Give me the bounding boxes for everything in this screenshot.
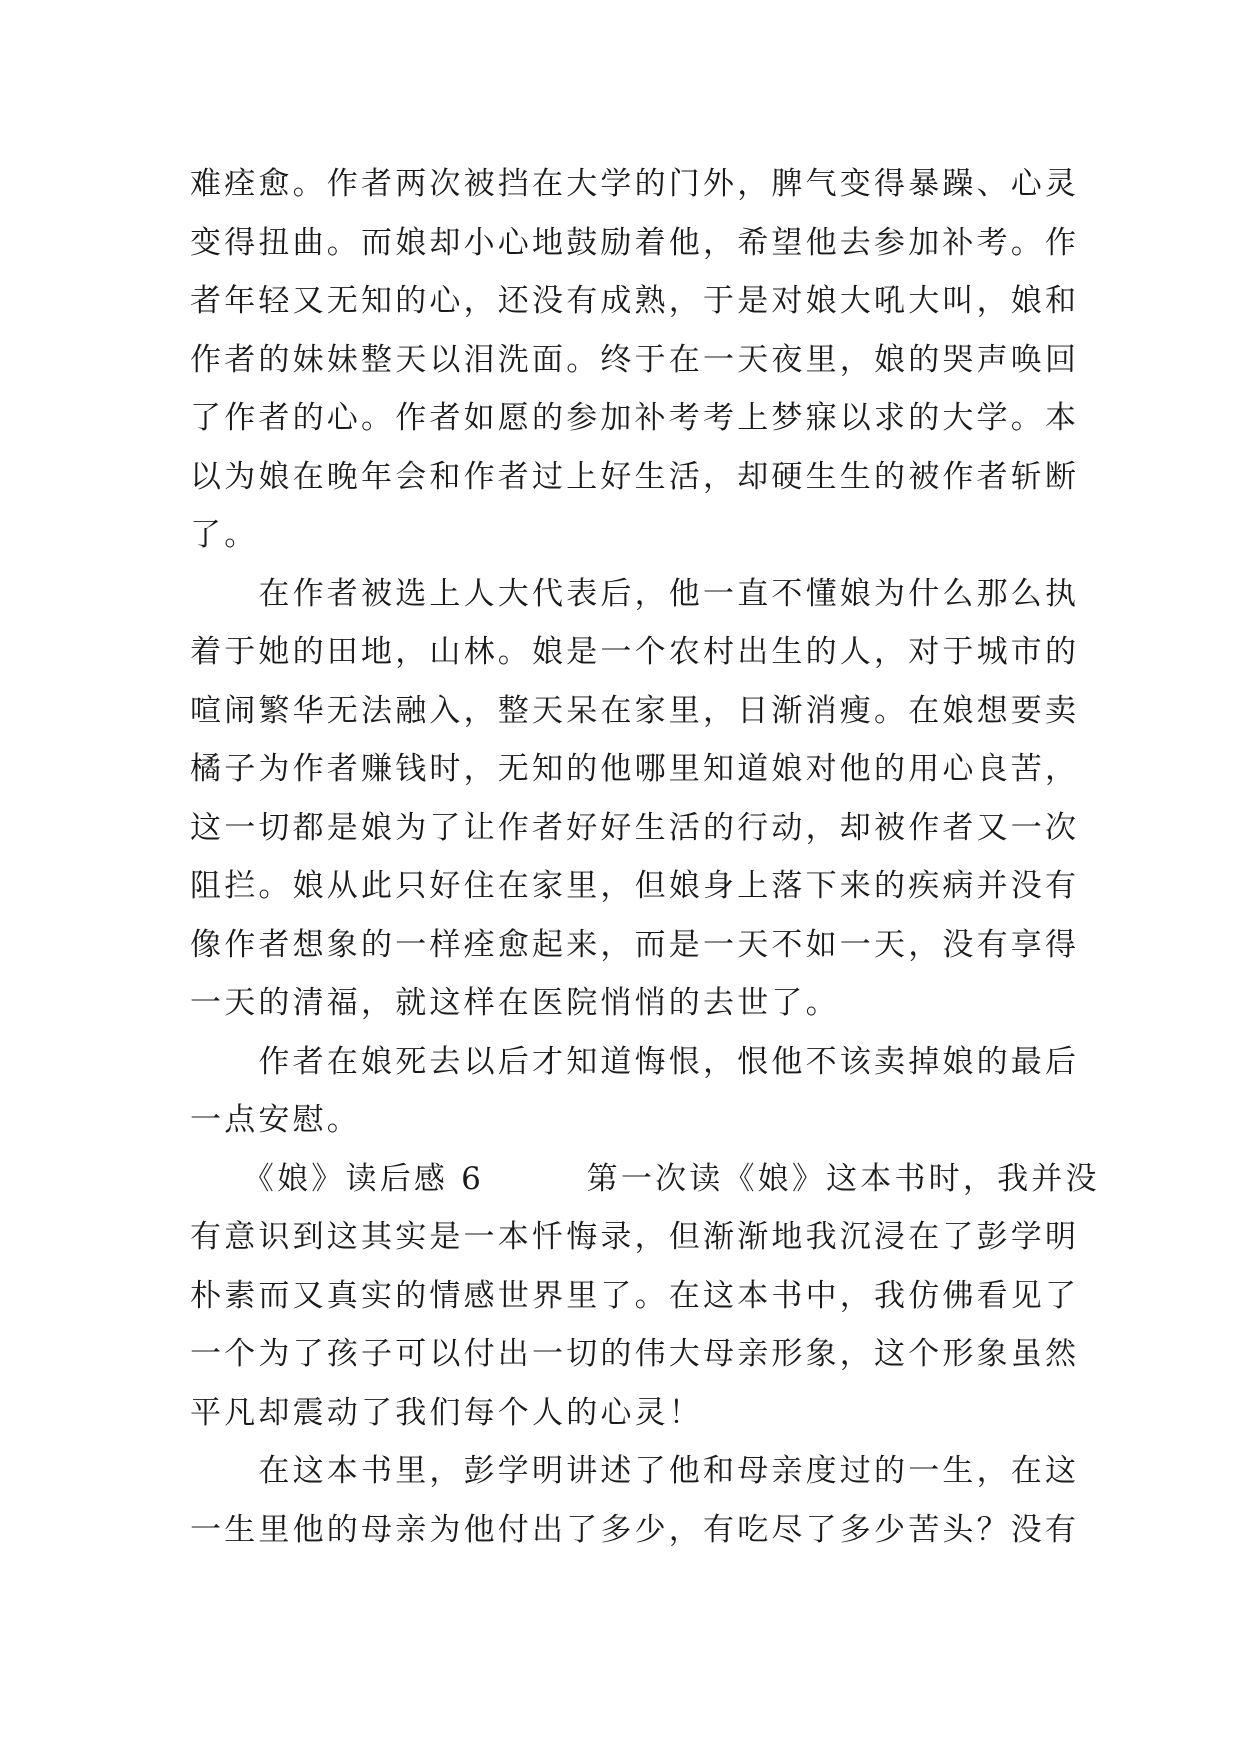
text-line: 在作者被选上人大代表后，他一直不懂娘为什么那么执 — [190, 575, 1080, 612]
text-line: 难痊愈。作者两次被挡在大学的门外，脾气变得暴躁、心灵 — [190, 166, 1080, 202]
text-line: 以为娘在晚年会和作者过上好生活，却硬生生的被作者斩断 — [190, 458, 1080, 495]
text-line: 喧闹繁华无法融入，整天呆在家里，日渐消瘦。在娘想要卖 — [190, 692, 1080, 729]
document-body — [190, 155, 1100, 1559]
text-line: 像作者想象的一样痊愈起来，而是一天不如一天，没有享得 — [190, 926, 1080, 963]
text-line: 作者的妹妹整天以泪洗面。终于在一天夜里，娘的哭声唤回 — [190, 341, 1080, 378]
text-line: 作者在娘死去以后才知道悔恨，恨他不该卖掉娘的最后 — [190, 1043, 1080, 1080]
text-line: 一个为了孩子可以付出一切的伟大母亲形象，这个形象虽然 — [190, 1336, 1080, 1372]
text-line: 一生里他的母亲为他付出了多少，有吃尽了多少苦头？没有 — [190, 1511, 1080, 1548]
text-line: 这一切都是娘为了让作者好好生活的行动，却被作者又一次 — [190, 809, 1080, 846]
text-line: 了作者的心。作者如愿的参加补考考上梦寐以求的大学。本 — [190, 400, 1080, 436]
text-line: 有意识到这其实是一本忏悔录，但渐渐地我沉浸在了彭学明 — [190, 1219, 1080, 1255]
text-line: 阻拦。娘从此只好住在家里，但娘身上落下来的疾病并没有 — [190, 868, 1080, 904]
text-line: 在这本书里，彭学明讲述了他和母亲度过的一生，在这 — [190, 1453, 1080, 1489]
text-line: 变得扭曲。而娘却小心地鼓励着他，希望他去参加补考。作 — [190, 224, 1080, 261]
text-line: 一天的清福，就这样在医院悄悄的去世了。 — [190, 985, 840, 1021]
text-line: 者年轻又无知的心，还没有成熟，于是对娘大吼大叫，娘和 — [190, 283, 1080, 319]
text-line: 着于她的田地，山林。娘是一个农村出生的人，对于城市的 — [190, 634, 1080, 670]
text-line: 橘子为作者赚钱时，无知的他哪里知道娘对他的用心良苦， — [190, 751, 1080, 787]
text-line: 一点安慰。 — [190, 1102, 361, 1138]
text-line: 《娘》读后感 6 第一次读《娘》这本书时，我并没 — [190, 1160, 1100, 1197]
text-line: 了。 — [190, 517, 259, 553]
text-line: 朴素而又真实的情感世界里了。在这本书中，我仿佛看见了 — [190, 1277, 1080, 1314]
text-line: 平凡却震动了我们每个人的心灵！ — [190, 1394, 703, 1431]
